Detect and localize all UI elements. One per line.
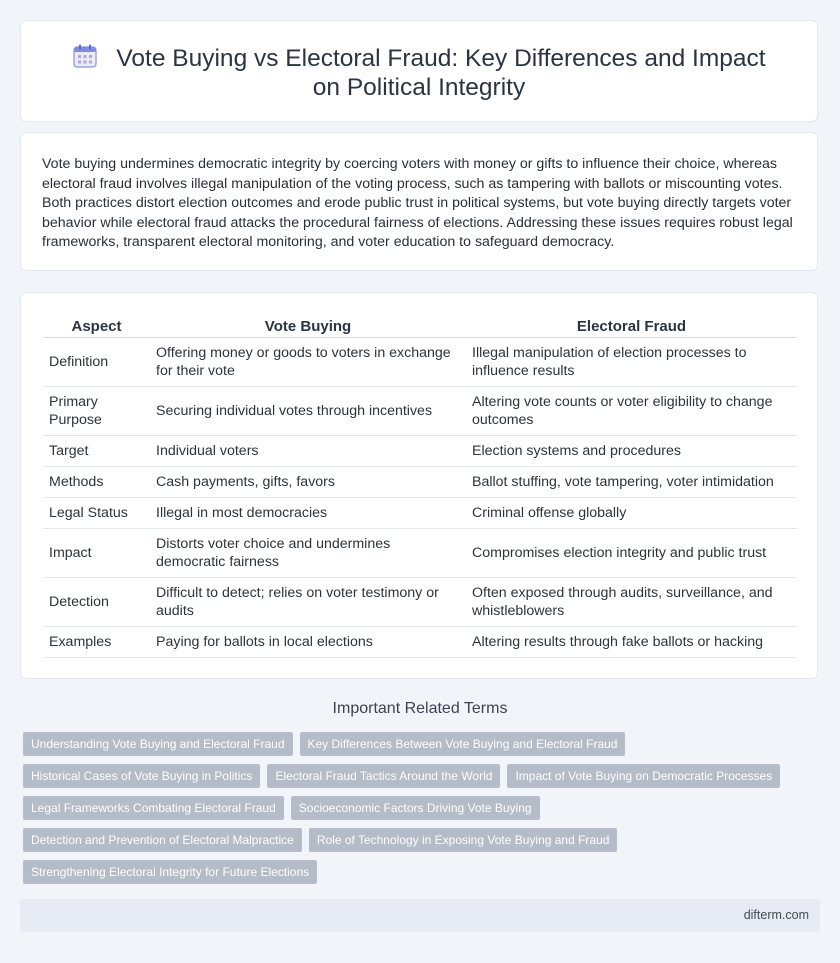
cell-vote-buying: Difficult to detect; relies on voter testimony or audits [150, 578, 466, 627]
table-row [43, 338, 797, 387]
cell-aspect: Methods [43, 467, 150, 498]
cell-aspect: Detection [43, 578, 150, 627]
cell-vote-buying: Securing individual votes through incentives [150, 387, 466, 436]
cell-aspect: Definition [43, 338, 150, 387]
related-term-tag[interactable]: Historical Cases of Vote Buying in Politics [23, 764, 260, 788]
cell-electoral-fraud: Criminal offense globally [466, 498, 797, 529]
calendar-icon [72, 43, 98, 69]
cell-electoral-fraud: Election systems and procedures [466, 436, 797, 467]
related-term-tag[interactable]: Legal Frameworks Combating Electoral Fraud [23, 796, 284, 820]
related-term-tag[interactable]: Socioeconomic Factors Driving Vote Buying [291, 796, 540, 820]
table-row [43, 498, 797, 529]
cell-electoral-fraud: Illegal manipulation of election processes to influence results [466, 338, 797, 387]
page-title: Vote Buying vs Electoral Fraud: Key Differences and Impact on Political Integrity [116, 45, 766, 101]
comparison-table [43, 315, 797, 658]
related-terms-list [23, 732, 813, 892]
comparison-card [20, 292, 818, 679]
cell-aspect: Target [43, 436, 150, 467]
related-term-tag[interactable]: Detection and Prevention of Electoral Malpractice [23, 828, 302, 852]
related-term-tag[interactable]: Understanding Vote Buying and Electoral Fraud [23, 732, 293, 756]
cell-vote-buying: Cash payments, gifts, favors [150, 467, 466, 498]
cell-vote-buying: Illegal in most democracies [150, 498, 466, 529]
table-row [43, 467, 797, 498]
cell-vote-buying: Paying for ballots in local elections [150, 627, 466, 658]
footer-bar [20, 899, 820, 932]
cell-electoral-fraud: Often exposed through audits, surveillance, and whistleblowers [466, 578, 797, 627]
cell-aspect: Legal Status [43, 498, 150, 529]
footer-brand-link[interactable]: difterm.com [743, 908, 809, 922]
table-header-row [43, 315, 797, 338]
cell-electoral-fraud: Ballot stuffing, vote tampering, voter intimidation [466, 467, 797, 498]
cell-vote-buying: Individual voters [150, 436, 466, 467]
related-term-tag[interactable]: Impact of Vote Buying on Democratic Processes [507, 764, 780, 788]
cell-aspect: Examples [43, 627, 150, 658]
intro-paragraph: Vote buying undermines democratic integrity by coercing voters with money or gifts to influence their choice, whereas electoral fraud involves illegal manipulation of the voting process, such as tampering with ballots or miscounting votes. Both practices distort election outcomes and erode public trust in political systems, but vote buying directly targets voter behavior while electoral fraud attacks the procedural fairness of elections. Addressing these issues requires robust legal frameworks, transparent electoral monitoring, and voter education to safeguard democracy. [42, 156, 793, 250]
cell-aspect: Primary Purpose [43, 387, 150, 436]
table-row [43, 387, 797, 436]
cell-vote-buying: Distorts voter choice and undermines democratic fairness [150, 529, 466, 578]
table-row [43, 436, 797, 467]
intro-card [20, 132, 818, 271]
table-row [43, 578, 797, 627]
cell-electoral-fraud: Altering results through fake ballots or hacking [466, 627, 797, 658]
related-term-tag[interactable]: Strengthening Electoral Integrity for Future Elections [23, 860, 317, 884]
table-row [43, 529, 797, 578]
related-term-tag[interactable]: Role of Technology in Exposing Vote Buying and Fraud [309, 828, 618, 852]
column-header-vote-buying: Vote Buying [150, 315, 466, 338]
cell-aspect: Impact [43, 529, 150, 578]
cell-electoral-fraud: Altering vote counts or voter eligibility to change outcomes [466, 387, 797, 436]
column-header-electoral-fraud: Electoral Fraud [466, 315, 797, 338]
cell-vote-buying: Offering money or goods to voters in exchange for their vote [150, 338, 466, 387]
related-terms-heading: Important Related Terms [332, 700, 508, 717]
table-row [43, 627, 797, 658]
header-card [20, 20, 818, 122]
title-wrap [61, 43, 777, 102]
related-term-tag[interactable]: Key Differences Between Vote Buying and Electoral Fraud [300, 732, 626, 756]
related-term-tag[interactable]: Electoral Fraud Tactics Around the World [267, 764, 500, 788]
cell-electoral-fraud: Compromises election integrity and public trust [466, 529, 797, 578]
column-header-aspect: Aspect [43, 315, 150, 338]
